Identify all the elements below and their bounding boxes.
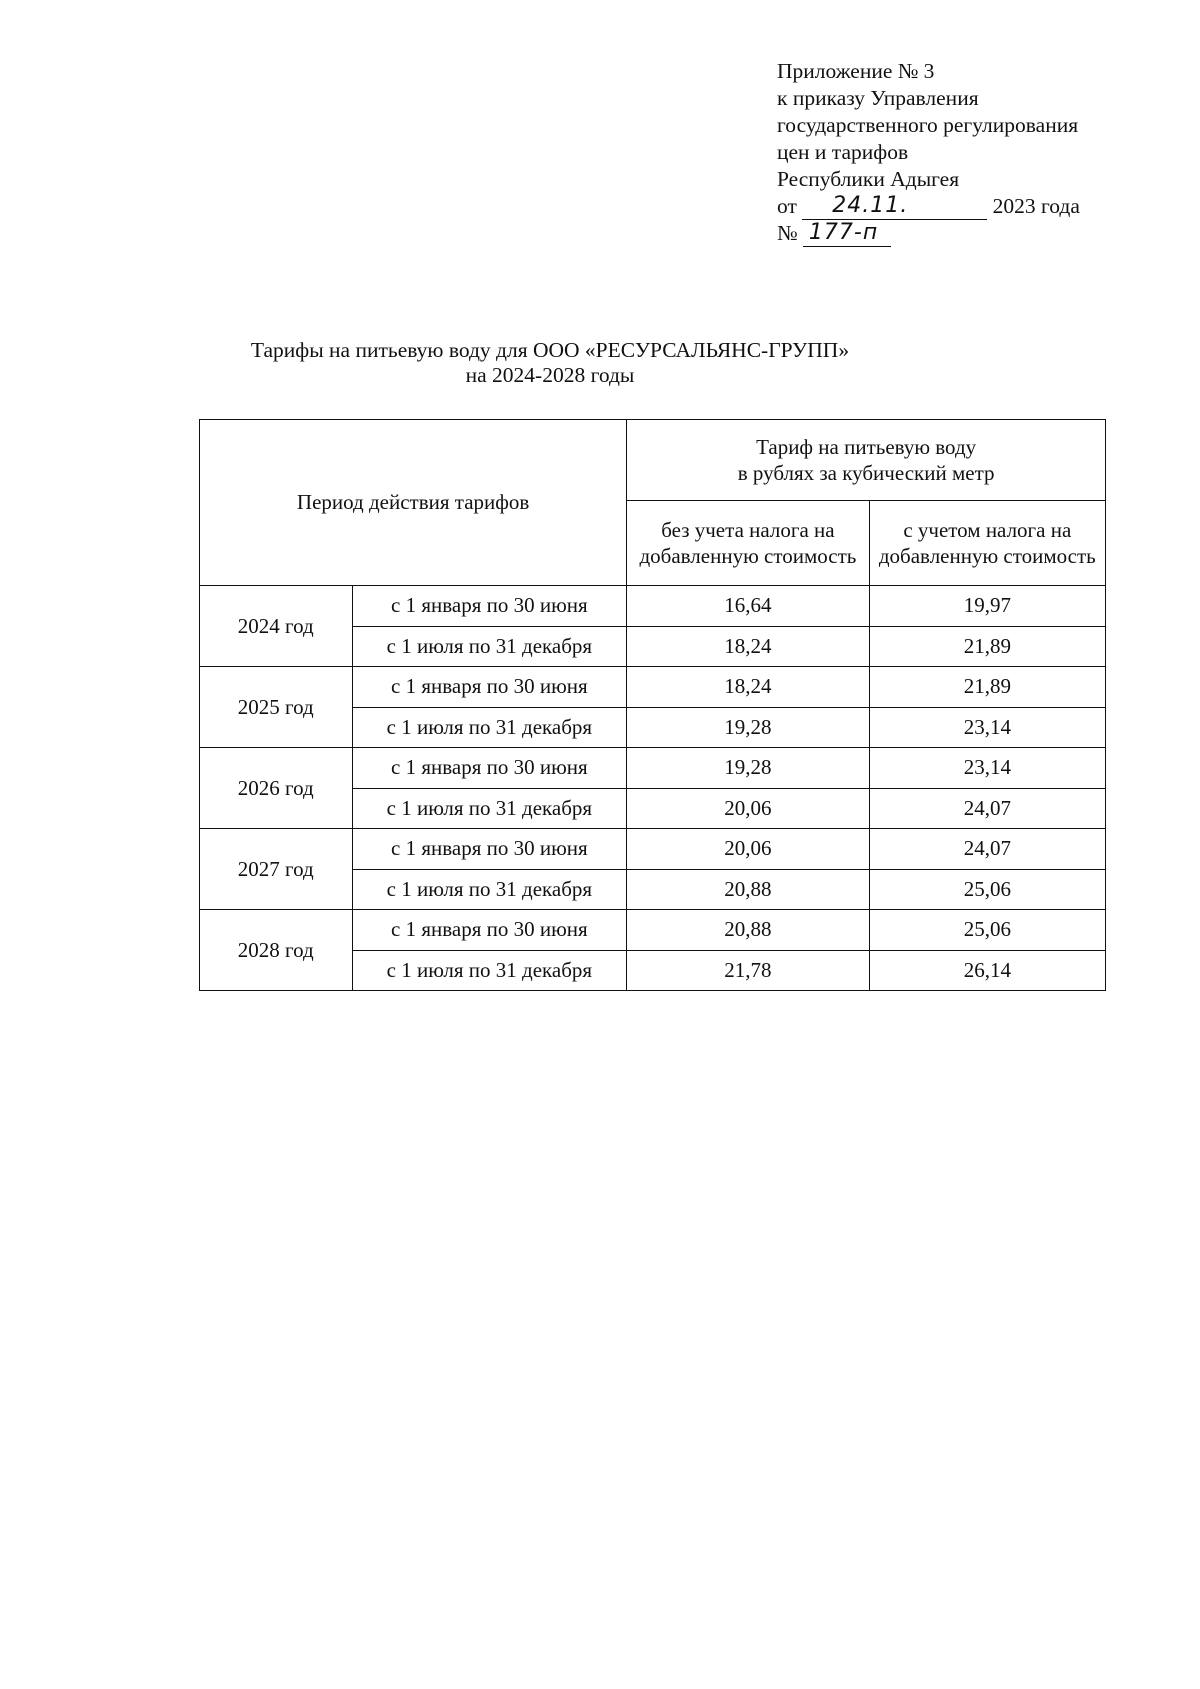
period-cell: с 1 июля по 31 декабря <box>352 950 627 991</box>
date-prefix: от <box>777 194 797 218</box>
without-vat-cell: 20,88 <box>627 869 869 910</box>
period-cell: с 1 января по 30 июня <box>352 667 627 708</box>
header-with-vat: с учетом налога на добавленную стоимость <box>869 501 1105 586</box>
table-row <box>200 586 1106 627</box>
without-vat-cell: 18,24 <box>627 626 869 667</box>
table-row <box>200 748 1106 789</box>
table-row <box>200 667 1106 708</box>
appendix-title: Приложение № 3 <box>777 59 935 83</box>
period-cell: с 1 июля по 31 декабря <box>352 707 627 748</box>
tariff-table <box>199 419 1106 991</box>
year-cell: 2024 год <box>200 586 353 667</box>
handwritten-number: 177-п <box>808 220 879 245</box>
without-vat-cell: 19,28 <box>627 707 869 748</box>
without-vat-cell: 16,64 <box>627 586 869 627</box>
without-vat-cell: 18,24 <box>627 667 869 708</box>
header-without-vat: без учета налога на добавленную стоимость <box>627 501 869 586</box>
period-cell: с 1 января по 30 июня <box>352 586 627 627</box>
header-tariff <box>627 420 1106 501</box>
with-vat-cell: 19,97 <box>869 586 1105 627</box>
year-cell: 2025 год <box>200 667 353 748</box>
without-vat-cell: 20,88 <box>627 910 869 951</box>
with-vat-cell: 21,89 <box>869 626 1105 667</box>
period-cell: с 1 июля по 31 декабря <box>352 788 627 829</box>
table-row <box>200 829 1106 870</box>
period-cell: с 1 января по 30 июня <box>352 829 627 870</box>
number-prefix: № <box>777 221 798 245</box>
table-row <box>200 910 1106 951</box>
handwritten-date: 24.11. <box>832 193 909 218</box>
year-cell: 2027 год <box>200 829 353 910</box>
period-cell: с 1 июля по 31 декабря <box>352 869 627 910</box>
without-vat-cell: 19,28 <box>627 748 869 789</box>
with-vat-cell: 25,06 <box>869 869 1105 910</box>
appendix-number-line <box>777 220 1177 247</box>
period-cell: с 1 января по 30 июня <box>352 910 627 951</box>
appendix-block <box>777 58 1177 247</box>
year-cell: 2028 год <box>200 910 353 991</box>
number-fill-line <box>803 222 891 247</box>
header-tariff-line1: Тариф на питьевую воду <box>756 435 977 459</box>
period-cell: с 1 июля по 31 декабря <box>352 626 627 667</box>
tariff-body <box>200 586 1106 991</box>
with-vat-cell: 25,06 <box>869 910 1105 951</box>
with-vat-cell: 26,14 <box>869 950 1105 991</box>
with-vat-cell: 23,14 <box>869 748 1105 789</box>
appendix-agency-line1: государственного регулирования <box>777 113 1079 137</box>
with-vat-cell: 24,07 <box>869 829 1105 870</box>
without-vat-cell: 21,78 <box>627 950 869 991</box>
with-vat-cell: 23,14 <box>869 707 1105 748</box>
date-suffix: 2023 года <box>992 194 1080 218</box>
header-period: Период действия тарифов <box>200 420 627 586</box>
document-title <box>220 338 880 388</box>
with-vat-cell: 21,89 <box>869 667 1105 708</box>
without-vat-cell: 20,06 <box>627 829 869 870</box>
appendix-date-line <box>777 193 1177 220</box>
appendix-agency-line2: цен и тарифов <box>777 140 909 164</box>
date-fill-line <box>802 195 987 220</box>
header-tariff-line2: в рублях за кубический метр <box>737 461 995 485</box>
year-cell: 2026 год <box>200 748 353 829</box>
title-line2: на 2024-2028 годы <box>465 363 635 387</box>
title-line1: Тарифы на питьевую воду для ООО «РЕСУРСАЛЬЯНС-ГРУПП» <box>250 338 850 362</box>
with-vat-cell: 24,07 <box>869 788 1105 829</box>
period-cell: с 1 января по 30 июня <box>352 748 627 789</box>
appendix-agency-line3: Республики Адыгея <box>777 167 960 191</box>
appendix-order-ref: к приказу Управления <box>777 86 979 110</box>
without-vat-cell: 20,06 <box>627 788 869 829</box>
